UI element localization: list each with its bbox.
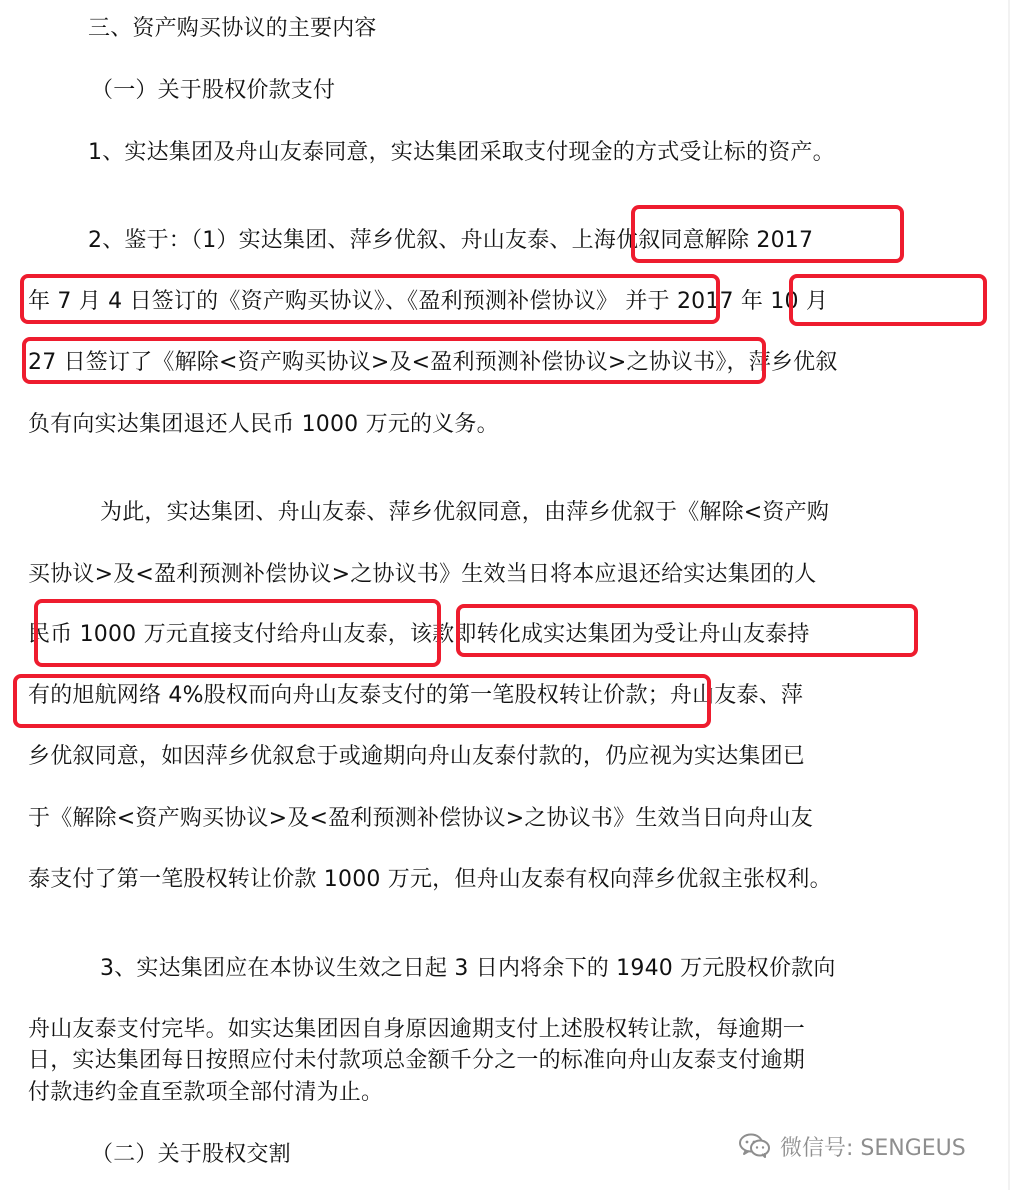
- clause-1: 1、实达集团及舟山友泰同意，实达集团采取支付现金的方式受让标的资产。: [88, 140, 835, 165]
- paragraph-2-line-4: 有的旭航网络 4%股权而向舟山友泰支付的第一笔股权转让价款；舟山友泰、萍: [28, 683, 804, 708]
- paragraph-2-line-5: 乡优叙同意，如因萍乡优叙怠于或逾期向舟山友泰付款的，仍应视为实达集团已: [28, 744, 806, 769]
- clause-3-line-1: 3、实达集团应在本协议生效之日起 3 日内将余下的 1940 万元股权价款向: [100, 956, 836, 981]
- wechat-icon: [738, 1132, 772, 1160]
- section-heading: 三、资产购买协议的主要内容: [88, 16, 377, 41]
- clause-2-line-2: 年 7 月 4 日签订的《资产购买协议》、《盈利预测补偿协议》 并于 2017 年 10 月: [28, 289, 829, 314]
- subsection-heading-2: （二）关于股权交割: [91, 1142, 291, 1167]
- paragraph-2-line-2: 买协议>及<盈利预测补偿协议>之协议书》生效当日将本应退还给实达集团的人: [28, 562, 817, 587]
- clause-3-line-2: 舟山友泰支付完毕。如实达集团因自身原因逾期支付上述股权转让款，每逾期一: [28, 1017, 806, 1042]
- watermark-text: 微信号: SENGEUS: [780, 1135, 966, 1161]
- paragraph-2-line-1: 为此，实达集团、舟山友泰、萍乡优叙同意，由萍乡优叙于《解除<资产购: [100, 500, 830, 525]
- paragraph-2-line-3: 民币 1000 万元直接支付给舟山友泰，该款即转化成实达集团为受让舟山友泰持: [28, 622, 810, 647]
- clause-3-line-3: 日，实达集团每日按照应付未付款项总金额千分之一的标准向舟山友泰支付逾期: [28, 1048, 806, 1073]
- clause-2-line-1: 2、鉴于：（1）实达集团、萍乡优叙、舟山友泰、上海优叙同意解除 2017: [88, 228, 814, 253]
- watermark: [738, 1130, 988, 1162]
- subsection-heading: （一）关于股权价款支付: [91, 78, 336, 103]
- clause-3-line-4: 付款违约金直至款项全部付清为止。: [28, 1080, 384, 1105]
- clause-2-line-4: 负有向实达集团退还人民币 1000 万元的义务。: [28, 412, 499, 437]
- paragraph-2-line-6: 于《解除<资产购买协议>及<盈利预测补偿协议>之协议书》生效当日向舟山友: [28, 806, 813, 831]
- paragraph-2-line-7: 泰支付了第一笔股权转让价款 1000 万元，但舟山友泰有权向萍乡优叙主张权利。: [28, 867, 832, 892]
- clause-2-line-3: 27 日签订了《解除<资产购买协议>及<盈利预测补偿协议>之协议书》，萍乡优叙: [28, 350, 838, 375]
